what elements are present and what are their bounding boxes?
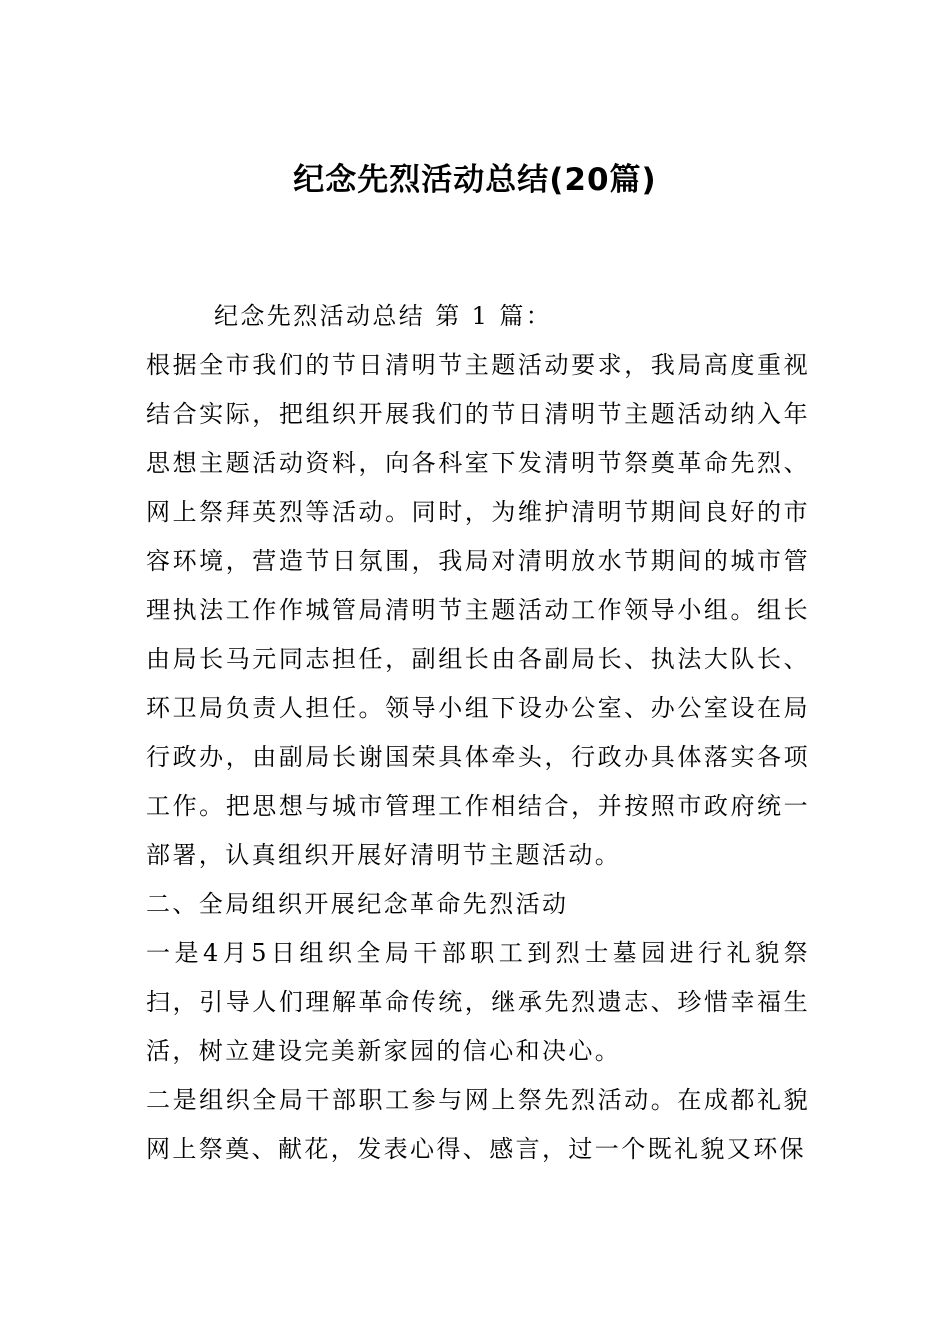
- subheading-paragraph: 二、全局组织开展纪念革命先烈活动: [146, 890, 569, 918]
- section-heading: 纪念先烈活动总结 第 1 篇：: [214, 302, 553, 330]
- body-paragraph: 二是组织全局干部职工参与网上祭先烈活动。在成都礼貌网上祭奠、献花，发表心得、感言，过一个既礼貌又环保: [146, 1086, 810, 1163]
- document-body: [146, 292, 810, 1174]
- document-title: 纪念先烈活动总结(20篇): [293, 162, 657, 198]
- body-paragraph: 一是4月5日组织全局干部职工到烈士墓园进行礼貌祭扫，引导人们理解革命传统，继承先烈遗志、珍惜幸福生活，树立建设完美新家园的信心和决心。: [146, 939, 810, 1065]
- body-paragraph: 根据全市我们的节日清明节主题活动要求，我局高度重视结合实际，把组织开展我们的节日清明节主题活动纳入年思想主题活动资料，向各科室下发清明节祭奠革命先烈、网上祭拜英烈等活动。同时，为维护清明节期间良好的市容环境，营造节日氛围，我局对清明放水节期间的城市管理执法工作作城管局清明节主题活动工作领导小组。组长由局长马元同志担任，副组长由各副局长、执法大队长、环卫局负责人担任。领导小组下设办公室、办公室设在局行政办，由副局长谢国荣具体牵头，行政办具体落实各项工作。把思想与城市管理工作相结合，并按照市政府统一部署，认真组织开展好清明节主题活动。: [146, 351, 810, 869]
